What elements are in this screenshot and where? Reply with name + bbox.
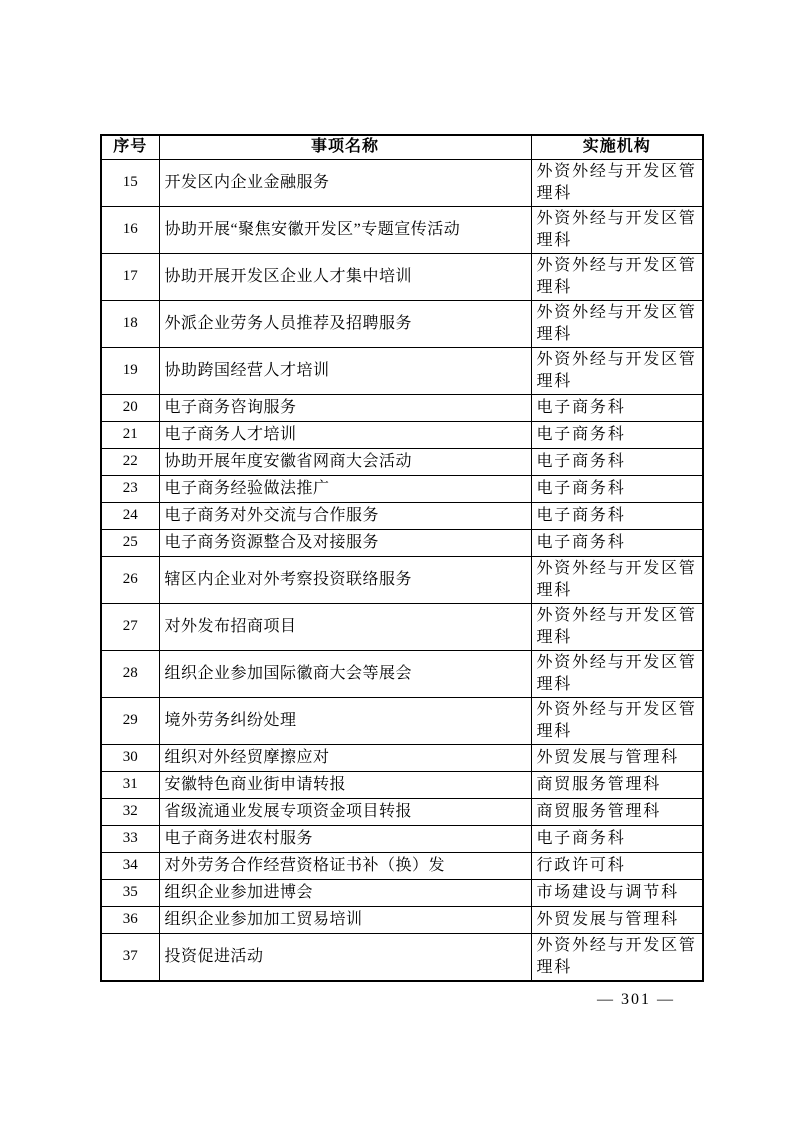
table-row [101,347,703,394]
row-number-cell: 24 [101,502,159,529]
row-number-cell: 28 [101,650,159,697]
agency-cell: 市场建设与调节科 [531,879,703,906]
agency-cell: 电子商务科 [531,502,703,529]
item-name-cell: 开发区内企业金融服务 [159,159,531,206]
item-name-cell: 辖区内企业对外考察投资联络服务 [159,556,531,603]
agency-cell: 外贸发展与管理科 [531,906,703,933]
item-name-cell: 省级流通业发展专项资金项目转报 [159,798,531,825]
row-number-cell: 27 [101,603,159,650]
agency-cell: 外资外经与开发区管理科 [531,556,703,603]
table-row [101,879,703,906]
row-number-cell: 18 [101,300,159,347]
row-number-cell: 35 [101,879,159,906]
agency-cell: 外资外经与开发区管理科 [531,933,703,981]
item-name-cell: 投资促进活动 [159,933,531,981]
row-number-cell: 26 [101,556,159,603]
row-number-cell: 19 [101,347,159,394]
row-number-cell: 34 [101,852,159,879]
header-implementing-agency: 实施机构 [531,135,703,159]
item-name-cell: 协助开展“聚焦安徽开发区”专题宣传活动 [159,206,531,253]
agency-cell: 电子商务科 [531,448,703,475]
item-name-cell: 电子商务进农村服务 [159,825,531,852]
table-row [101,448,703,475]
item-name-cell: 电子商务经验做法推广 [159,475,531,502]
table-row [101,556,703,603]
row-number-cell: 37 [101,933,159,981]
agency-cell: 商贸服务管理科 [531,771,703,798]
table-row [101,206,703,253]
page-number: — 301 — [597,991,675,1008]
item-name-cell: 协助跨国经营人才培训 [159,347,531,394]
item-name-cell: 对外劳务合作经营资格证书补（换）发 [159,852,531,879]
item-name-cell: 电子商务人才培训 [159,421,531,448]
table-row [101,852,703,879]
item-name-cell: 组织对外经贸摩擦应对 [159,744,531,771]
agency-cell: 外资外经与开发区管理科 [531,159,703,206]
agency-cell: 外资外经与开发区管理科 [531,347,703,394]
agency-cell: 行政许可科 [531,852,703,879]
table-row [101,300,703,347]
row-number-cell: 33 [101,825,159,852]
agency-cell: 电子商务科 [531,825,703,852]
item-name-cell: 电子商务咨询服务 [159,394,531,421]
agency-cell: 电子商务科 [531,475,703,502]
row-number-cell: 15 [101,159,159,206]
table-row [101,933,703,981]
row-number-cell: 32 [101,798,159,825]
agency-cell: 外资外经与开发区管理科 [531,206,703,253]
row-number-cell: 29 [101,697,159,744]
row-number-cell: 36 [101,906,159,933]
table-body [101,159,703,981]
row-number-cell: 17 [101,253,159,300]
item-name-cell: 协助开展开发区企业人才集中培训 [159,253,531,300]
table-row [101,697,703,744]
row-number-cell: 23 [101,475,159,502]
table-header-row [101,135,703,159]
agency-cell: 外资外经与开发区管理科 [531,697,703,744]
table-row [101,475,703,502]
item-name-cell: 组织企业参加加工贸易培训 [159,906,531,933]
agency-cell: 外资外经与开发区管理科 [531,253,703,300]
agency-cell: 外资外经与开发区管理科 [531,300,703,347]
item-name-cell: 协助开展年度安徽省网商大会活动 [159,448,531,475]
service-items-table [100,134,704,982]
table-row [101,650,703,697]
table-row [101,603,703,650]
table-row [101,771,703,798]
item-name-cell: 组织企业参加国际徽商大会等展会 [159,650,531,697]
item-name-cell: 电子商务对外交流与合作服务 [159,502,531,529]
table-row [101,394,703,421]
agency-cell: 电子商务科 [531,421,703,448]
row-number-cell: 21 [101,421,159,448]
item-name-cell: 组织企业参加进博会 [159,879,531,906]
agency-cell: 电子商务科 [531,529,703,556]
item-name-cell: 外派企业劳务人员推荐及招聘服务 [159,300,531,347]
agency-cell: 外资外经与开发区管理科 [531,650,703,697]
item-name-cell: 对外发布招商项目 [159,603,531,650]
table-row [101,159,703,206]
item-name-cell: 电子商务资源整合及对接服务 [159,529,531,556]
table-row [101,502,703,529]
row-number-cell: 22 [101,448,159,475]
agency-cell: 电子商务科 [531,394,703,421]
item-name-cell: 安徽特色商业街申请转报 [159,771,531,798]
table-row [101,906,703,933]
agency-cell: 商贸服务管理科 [531,798,703,825]
header-item-name: 事项名称 [159,135,531,159]
table-row [101,253,703,300]
table-row [101,744,703,771]
row-number-cell: 20 [101,394,159,421]
table-row [101,529,703,556]
agency-cell: 外贸发展与管理科 [531,744,703,771]
table-header [101,135,703,159]
header-serial-number: 序号 [101,135,159,159]
row-number-cell: 31 [101,771,159,798]
row-number-cell: 25 [101,529,159,556]
table-row [101,798,703,825]
item-name-cell: 境外劳务纠纷处理 [159,697,531,744]
table-row [101,421,703,448]
row-number-cell: 30 [101,744,159,771]
row-number-cell: 16 [101,206,159,253]
table-row [101,825,703,852]
agency-cell: 外资外经与开发区管理科 [531,603,703,650]
